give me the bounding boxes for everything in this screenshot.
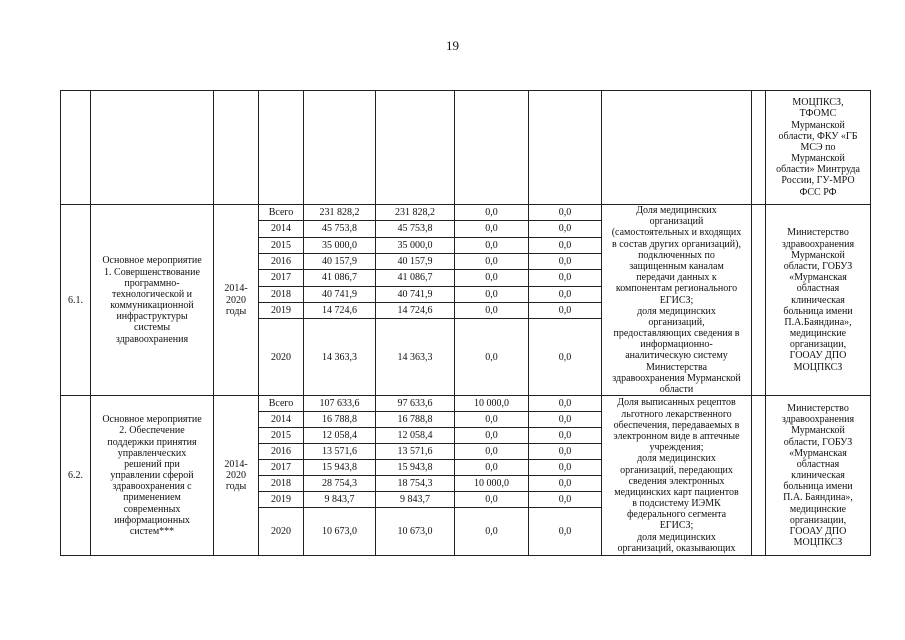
activity-number: 6.1. — [61, 205, 91, 396]
total-cell: 28 754,3 — [304, 476, 376, 492]
text-line: Министерство — [787, 227, 849, 239]
text-line: Доля медицинских — [636, 205, 717, 216]
total-cell: 41 086,7 — [304, 270, 376, 286]
text-line: электронном виде в аптечные — [613, 430, 740, 442]
continuation-executors — [766, 91, 871, 205]
text-line: ЕГИСЗ; — [659, 520, 694, 532]
text-line: доля медицинских — [637, 305, 716, 317]
text-line: МСЭ по — [800, 141, 836, 153]
text-line: больница имени — [783, 305, 853, 317]
funding-cell: 0,0 — [455, 444, 529, 460]
text-line: России, ГУ-МРО — [781, 175, 855, 187]
total-cell: 40 157,9 — [304, 254, 376, 270]
activity-period — [214, 205, 259, 396]
table-body — [61, 91, 871, 556]
total-cell: 14 724,6 — [304, 303, 376, 319]
year-cell: 2016 — [259, 254, 304, 270]
text-line: МОЦПКСЗ — [793, 537, 843, 549]
text-line: медицинские — [789, 328, 847, 340]
funding-cell: 45 753,8 — [376, 221, 455, 237]
text-line: аналитическую систему — [625, 350, 728, 362]
indicator-cell — [602, 205, 752, 396]
activity-title — [91, 396, 214, 556]
text-line: здравоохранения — [115, 333, 189, 345]
cell — [259, 91, 304, 205]
text-line: клиническая — [791, 294, 845, 306]
text-line: ЕГИСЗ; — [659, 294, 694, 306]
total-cell: 16 788,8 — [304, 412, 376, 428]
text-line: ГООАУ ДПО — [789, 350, 847, 362]
text-line: годы — [225, 305, 247, 317]
cell — [455, 91, 529, 205]
text-line: передачи данных к — [636, 272, 717, 284]
text-line: решений при — [124, 458, 180, 470]
total-cell: 15 943,8 — [304, 460, 376, 476]
funding-cell: 14 363,3 — [376, 319, 455, 396]
text-line: области» Минтруда — [776, 164, 860, 176]
text-line: области — [659, 384, 694, 395]
year-cell: Всего — [259, 396, 304, 412]
text-line: управленческих — [117, 447, 187, 459]
text-line: организаций — [649, 216, 704, 228]
page-number: 19 — [446, 38, 459, 53]
year-cell: 2018 — [259, 476, 304, 492]
text-line: учреждения; — [649, 442, 704, 454]
year-cell: 2020 — [259, 508, 304, 556]
year-cell: 2019 — [259, 492, 304, 508]
total-cell: 9 843,7 — [304, 492, 376, 508]
total-cell: 14 363,3 — [304, 319, 376, 396]
cell — [752, 91, 766, 205]
cell — [376, 91, 455, 205]
executor-cell — [766, 205, 871, 396]
total-cell: 10 673,0 — [304, 508, 376, 556]
budget-table — [60, 90, 871, 556]
funding-cell: 0,0 — [455, 254, 529, 270]
text-line: области, ГОБУЗ — [783, 436, 853, 448]
funding-cell: 0,0 — [455, 303, 529, 319]
funding-cell: 0,0 — [455, 286, 529, 302]
text-line: инфраструктуры — [116, 311, 188, 323]
text-line: применением — [123, 492, 181, 504]
year-cell: 2017 — [259, 270, 304, 286]
funding-cell: 0,0 — [529, 205, 602, 221]
funding-cell: 10 000,0 — [455, 396, 529, 412]
activity-title — [91, 205, 214, 396]
year-cell: 2020 — [259, 319, 304, 396]
funding-cell: 0,0 — [455, 205, 529, 221]
year-cell: 2014 — [259, 221, 304, 237]
table-row — [61, 396, 871, 412]
funding-cell: 0,0 — [529, 237, 602, 253]
continuation-row — [61, 91, 871, 205]
funding-cell: 0,0 — [455, 221, 529, 237]
text-line: МОЦПКСЗ — [793, 361, 843, 373]
text-line: управлении сферой — [110, 470, 194, 482]
funding-cell: 40 741,9 — [376, 286, 455, 302]
text-line: в состав других организаций), — [612, 238, 741, 250]
cell — [61, 91, 91, 205]
spacer-cell — [752, 396, 766, 556]
funding-cell: 0,0 — [455, 412, 529, 428]
funding-cell: 0,0 — [529, 221, 602, 237]
year-cell: 2016 — [259, 444, 304, 460]
text-line: Мурманской — [791, 119, 845, 131]
text-line: компонентам регионального — [615, 283, 738, 295]
year-cell: 2015 — [259, 237, 304, 253]
funding-cell: 0,0 — [455, 270, 529, 286]
text-line: технологической и — [111, 288, 193, 300]
year-cell: 2014 — [259, 412, 304, 428]
text-line: Мурманской — [791, 153, 845, 165]
cell — [214, 91, 259, 205]
spacer-cell — [752, 205, 766, 396]
funding-cell: 40 157,9 — [376, 254, 455, 270]
text-line: области, ГОБУЗ — [783, 260, 853, 272]
text-line: 1. Совершенствование — [104, 266, 200, 278]
text-line: доля медицинских — [637, 453, 716, 465]
text-line: ТФОМС — [799, 108, 837, 120]
text-line: доля медицинских — [637, 531, 716, 543]
funding-cell: 12 058,4 — [376, 428, 455, 444]
funding-cell: 0,0 — [529, 254, 602, 270]
text-line: защищенным каналам — [629, 260, 724, 272]
year-cell: 2017 — [259, 460, 304, 476]
total-cell: 231 828,2 — [304, 205, 376, 221]
funding-cell: 0,0 — [529, 492, 602, 508]
text-line: годы — [225, 481, 247, 493]
text-line: «Мурманская — [789, 447, 847, 459]
text-line: П.А.Баяндина», — [784, 316, 852, 328]
funding-cell: 35 000,0 — [376, 237, 455, 253]
year-cell: 2018 — [259, 286, 304, 302]
text-line: современных — [123, 503, 181, 515]
funding-cell: 0,0 — [529, 476, 602, 492]
text-line: организаций, оказывающих — [617, 542, 736, 554]
funding-cell: 16 788,8 — [376, 412, 455, 428]
text-line: предоставляющих сведения в — [613, 328, 740, 340]
year-cell: 2015 — [259, 428, 304, 444]
text-line: организаций, передающих — [620, 464, 733, 476]
text-line: здравоохранения — [781, 414, 855, 426]
text-line: П.А. Баяндина», — [783, 492, 853, 504]
cell — [91, 91, 214, 205]
cell — [304, 91, 376, 205]
funding-cell: 0,0 — [529, 412, 602, 428]
funding-cell: 0,0 — [529, 428, 602, 444]
text-line: программно- — [124, 277, 180, 289]
cell — [529, 91, 602, 205]
funding-cell: 41 086,7 — [376, 270, 455, 286]
text-line: организаций, — [648, 316, 705, 328]
text-line: 2014- — [224, 283, 248, 295]
year-cell: Всего — [259, 205, 304, 221]
indicator-cell — [602, 396, 752, 556]
funding-cell: 0,0 — [529, 460, 602, 476]
text-line: клиническая — [791, 470, 845, 482]
text-line: областная — [796, 283, 840, 295]
total-cell: 12 058,4 — [304, 428, 376, 444]
text-line: «Мурманская — [789, 272, 847, 284]
funding-cell: 0,0 — [455, 508, 529, 556]
text-line: системы — [133, 322, 171, 334]
funding-cell: 0,0 — [529, 396, 602, 412]
total-cell: 40 741,9 — [304, 286, 376, 302]
text-line: информационно- — [640, 339, 713, 351]
funding-cell: 0,0 — [455, 237, 529, 253]
funding-cell: 0,0 — [529, 508, 602, 556]
text-line: сведения электронных — [628, 475, 725, 487]
text-line: организации, — [789, 514, 847, 526]
funding-cell: 231 828,2 — [376, 205, 455, 221]
text-line: льготного лекарственного — [621, 408, 732, 420]
funding-cell: 13 571,6 — [376, 444, 455, 460]
text-line: обеспечения, передаваемых в — [613, 419, 740, 431]
text-line: коммуникационной — [110, 300, 194, 312]
text-line: систем*** — [129, 526, 175, 538]
funding-cell: 0,0 — [529, 444, 602, 460]
text-line: поддержки принятия — [107, 436, 197, 448]
text-line: организации, — [789, 339, 847, 351]
text-line: Мурманской — [791, 249, 845, 261]
text-line: областная — [796, 458, 840, 470]
text-line: Основное мероприятие — [102, 255, 202, 267]
text-line: 2. Обеспечение — [119, 425, 185, 437]
year-cell: 2019 — [259, 303, 304, 319]
text-line: области, ФКУ «ГБ — [778, 130, 858, 142]
text-line: в подсистему ИЭМК — [632, 498, 721, 510]
funding-cell: 10 673,0 — [376, 508, 455, 556]
total-cell: 13 571,6 — [304, 444, 376, 460]
activity-number: 6.2. — [61, 396, 91, 556]
funding-cell: 9 843,7 — [376, 492, 455, 508]
executor-cell — [766, 396, 871, 556]
text-line: 2020 — [226, 470, 246, 482]
text-line: медицинских карт пациентов — [614, 486, 739, 498]
total-cell: 107 633,6 — [304, 396, 376, 412]
funding-cell: 15 943,8 — [376, 460, 455, 476]
text-line: ГООАУ ДПО — [789, 526, 847, 538]
text-line: медицинские — [789, 503, 847, 515]
text-line: здравоохранения — [781, 238, 855, 250]
text-line: (самостоятельных и входящих — [611, 227, 742, 239]
text-line: информационных — [114, 514, 190, 526]
text-line: 2014- — [224, 458, 248, 470]
funding-cell: 0,0 — [529, 270, 602, 286]
text-line: здравоохранения Мурманской — [612, 372, 741, 384]
funding-cell: 0,0 — [455, 428, 529, 444]
text-line: 2020 — [226, 294, 246, 306]
total-cell: 45 753,8 — [304, 221, 376, 237]
table-row — [61, 205, 871, 221]
funding-cell: 0,0 — [455, 492, 529, 508]
text-line: подключенных по — [638, 249, 715, 261]
text-line: больница имени — [783, 481, 853, 493]
text-line: федерального сегмента — [626, 509, 727, 521]
cell — [602, 91, 752, 205]
text-line: ФСС РФ — [799, 186, 837, 198]
text-line: Доля выписанных рецептов — [617, 397, 736, 409]
text-line: здравоохранения с — [112, 481, 192, 493]
funding-cell: 0,0 — [529, 319, 602, 396]
funding-cell: 0,0 — [455, 460, 529, 476]
text-line: Министерство — [787, 402, 849, 414]
funding-cell: 18 754,3 — [376, 476, 455, 492]
text-line: Министерства — [645, 361, 708, 373]
funding-cell: 0,0 — [529, 303, 602, 319]
funding-cell: 14 724,6 — [376, 303, 455, 319]
funding-cell: 10 000,0 — [455, 476, 529, 492]
activity-period — [214, 396, 259, 556]
funding-cell: 0,0 — [455, 319, 529, 396]
text-line: МОЦПКСЗ, — [792, 97, 844, 109]
funding-cell: 97 633,6 — [376, 396, 455, 412]
total-cell: 35 000,0 — [304, 237, 376, 253]
text-line: Основное мероприятие — [102, 414, 202, 426]
text-line: Мурманской — [791, 425, 845, 437]
funding-cell: 0,0 — [529, 286, 602, 302]
